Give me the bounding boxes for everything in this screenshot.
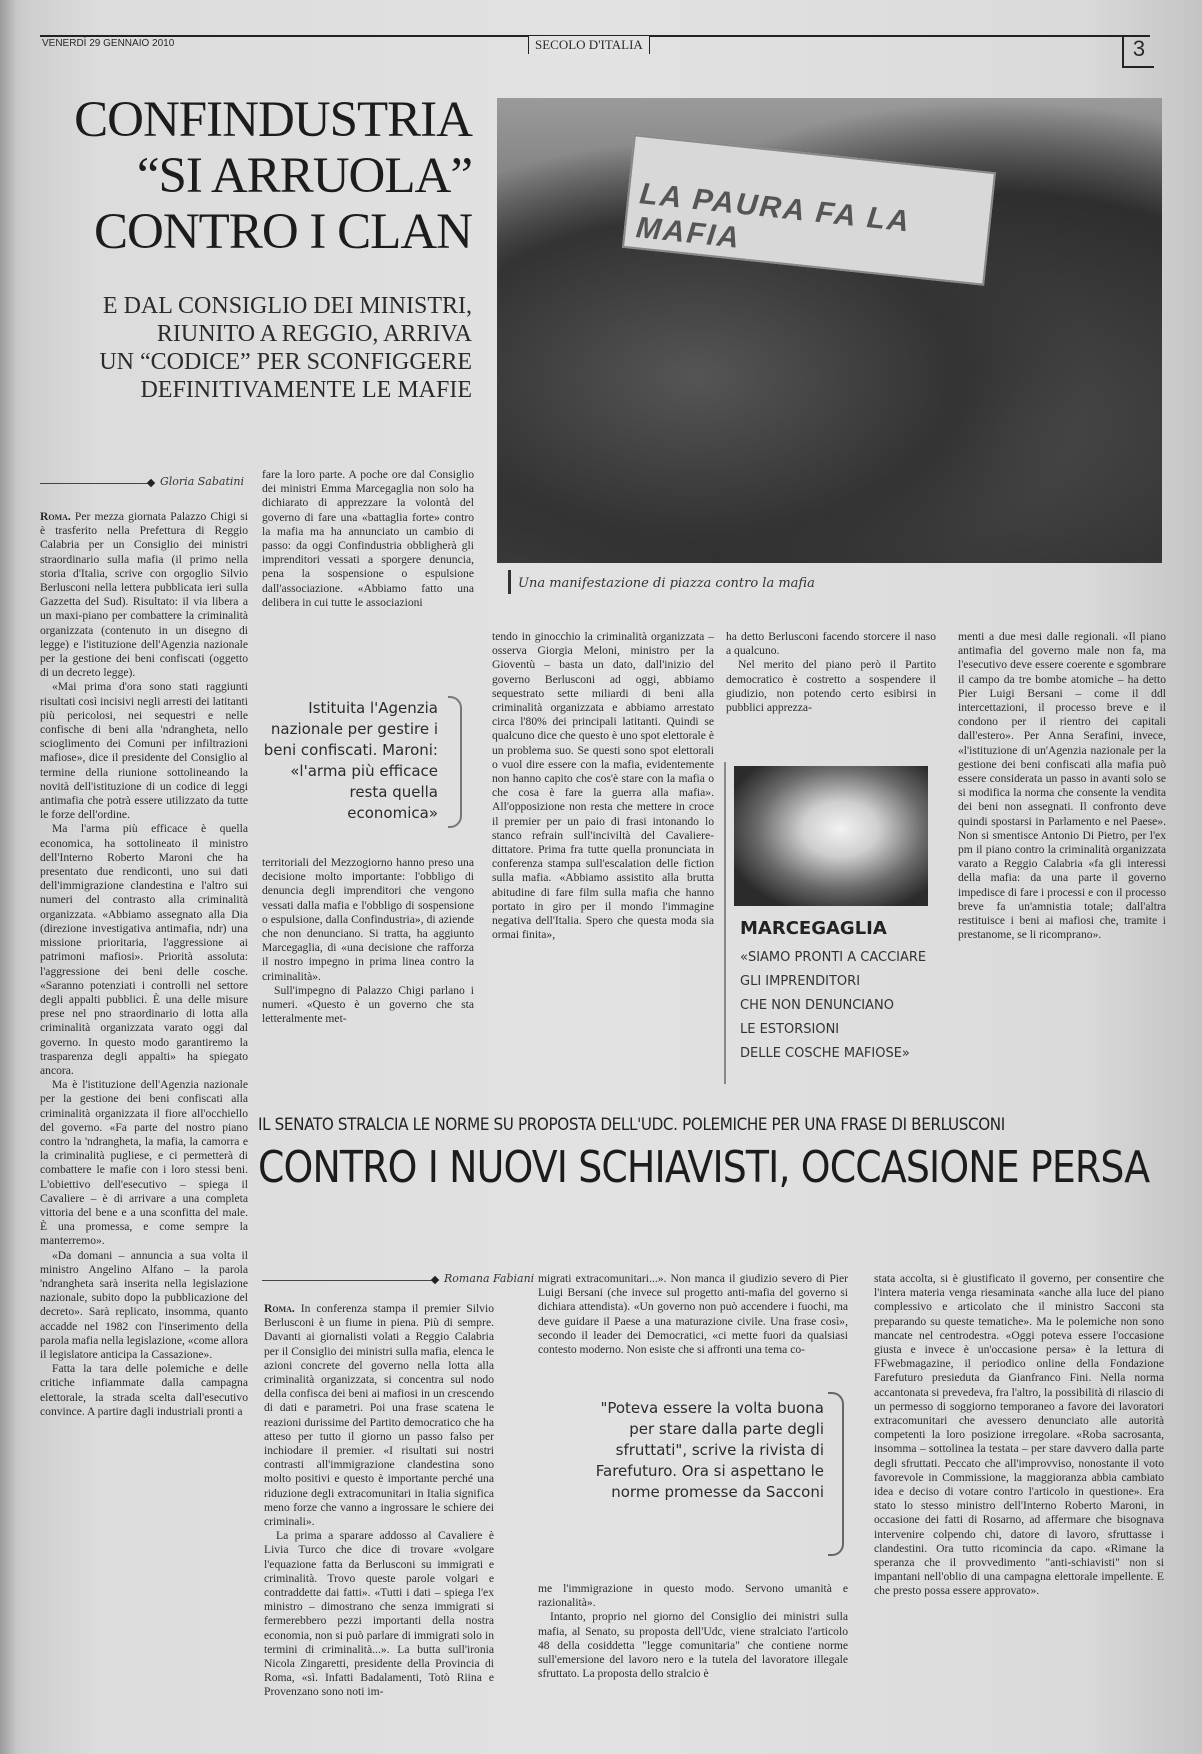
article2-column-3 [874, 1272, 1164, 1599]
caption-bar [508, 570, 511, 594]
paragraph: ha detto Berlusconi facendo storcere il naso a qualcuno. [726, 630, 936, 658]
protest-banner [622, 134, 996, 285]
subheadline-line: E DAL CONSIGLIO DEI MINISTRI, [102, 293, 472, 319]
curve-icon [828, 1392, 844, 1556]
paragraph: Nel merito del piano però il Partito democratico è costretto a sospendere il giudizio, non potendo certo esibirsi in pubblici apprezza- [726, 658, 936, 715]
quote-line: DELLE COSCHE MAFIOSE» [740, 1046, 910, 1061]
article1-column-3 [492, 630, 714, 942]
paragraph: me l'immigrazione in questo modo. Servono umanità e razionalità». [538, 1582, 848, 1610]
article1-column-5 [958, 630, 1166, 942]
article1-column-2-bottom [262, 856, 474, 1026]
paragraph: Intanto, proprio nel giorno del Consiglio dei ministri sulla mafia, al Senato, su proposta dell'Udc, viene stralciato l'articolo 48 della cosiddetta "legge comunitaria" che contiene norme sull'emersione del lavoro nero e la tutela del lavoratore illegale sfruttato. La proposta dello stralcio è [538, 1610, 848, 1681]
paragraph: «Mai prima d'ora sono stati raggiunti risultati così incisivi negli arresti dei latitanti più pericolosi, nei sequestri e nelle confische di beni alla 'ndrangheta, nello scioglimento dei Comuni per infiltrazioni mafiose», dice il presidente del Consiglio al termine della riunione sottolineando la novità dell'istituzione di un codice di leggi antimafia che potrà essere utilizzato da tutte le forze dell'ordine. [40, 680, 248, 822]
article1-column-1 [40, 510, 248, 1419]
page-number: 3 [1122, 36, 1154, 68]
article2-pull-quote: "Poteva essere la volta buona per stare dalla parte degli sfruttati", scrive la rivista di Farefuturo. Ora si aspettano le norme promesse da Sacconi [595, 1399, 824, 1501]
dateline: Roma. [40, 510, 71, 523]
box-title: MARCEGAGLIA [740, 918, 887, 939]
article2-headline: CONTRO I NUOVI SCHIAVISTI, OCCASIONE PERSA [258, 1142, 1150, 1193]
quote-line: GLI IMPRENDITORI [740, 974, 861, 989]
box-quote [740, 946, 936, 1066]
byline-rule [262, 1280, 432, 1281]
article2-kicker: IL SENATO STRALCIA LE NORME SU PROPOSTA DELL'UDC. POLEMICHE PER UNA FRASE DI BERLUSCONI [258, 1115, 1005, 1134]
headline-line: CONFINDUSTRIA [74, 92, 472, 148]
article1-column-2-top [262, 468, 474, 610]
banner-text: LA PAURA FA LA MAFIA [634, 177, 912, 255]
article1-column-4 [726, 630, 936, 715]
diamond-icon [147, 479, 155, 487]
newspaper-name: SECOLO D'ITALIA [528, 36, 650, 54]
paragraph: tendo in ginocchio la criminalità organizzata – osserva Giorgia Meloni, ministro per la Gioventù – basta un dato, dall'inizio del governo Berlusconi ad oggi, abbiamo sequestrato sette miliardi di beni alla criminalità organizzata e abbiamo arrestato circa l'80% dei principali latitanti. Quindi se qualcuno dice che questo è uno spot elettorale è un problema suo. Se questi sono spot elettorali o vuol dire essere con la mafia, evidentemente non hanno capito che cos'è stare con la mafia o che cosa è fare la guerra alla mafia». All'opposizione non resta che mettere in croce il premier per un paio di frasi intonando lo stanco refrain sull'inciviltà del Cavaliere-dittatore. Prima fra tutte quella pronunciata in conferenza stampa sull'escalation delle fiction sulla mafia. «Abbiamo assistito alla brutta abitudine di fare film sulla mafia che hanno portato in giro per il mondo l'immagine negativa dell'Italia. Spero che questa moda sia ormai finita», [492, 630, 714, 942]
headline-line: “SI ARRUOLA” [136, 148, 472, 204]
article2-byline: Romana Fabiani [444, 1272, 535, 1285]
diamond-icon [431, 1276, 439, 1284]
paragraph: migrati extracomunitari...». Non manca il giudizio severo di Pier Luigi Bersani (che invece sul progetto anti-mafia del governo si dichiara attendista). «Un governo non può accendere i fuochi, ma deve guidare il Paese a una maturazione civile. Una frase così», secondo il leader dei Democratici, «ci mette fuori da qualsiasi contesto moderno. Non esiste che si affronti una tema co- [538, 1272, 848, 1357]
header-date: VENERDÌ 29 GENNAIO 2010 [42, 38, 175, 49]
paragraph: La prima a sparare addosso al Cavaliere è Livia Turco che dice di trovare «volgare l'equazione fatta da Berlusconi su immigrati e criminalità. Trovo queste parole volgari e contraddette dai fatti». «Tutti i dati – spiega l'ex ministro – dimostrano che senza immigrati si fermerebbero pezzi importanti della nostra economia, non si può parlare di immigrati solo in termini di criminalità...». La butta sull'ironia Nicola Zingaretti, presidente della Provincia di Roma, «sì. Infatti Badalamenti, Totò Riina e Provenzano sono noti im- [264, 1529, 494, 1699]
paragraph: stata accolta, si è giustificato il governo, per consentire che l'intera materia venga riesaminata «anche alla luce del piano complessivo e articolato che il ministro Sacconi sta preparando su queste tematiche». Ma le polemiche non sono mancate nel centrodestra. «Oggi poteva essere l'occasione giusta e invece è un'occasione persa» è la lettura di FFwebmagazine, il periodico online della Fondazione Farefuturo presieduta da Gianfranco Fini. Nella norma accantonata si prevedeva, fra l'altro, la possibilità di rilascio di un permesso di soggiorno temporaneo a favore dei lavoratori extracomunitari che avessero denunciato alle autorità competenti la loro posizione irregolare. «Roba sacrosanta, insomma – sottolinea la testata – per stare davvero dalla parte degli sfruttati. Peccato che all'improvviso, nonostante il voto favorevole in Commissione, la maggioranza abbia cambiato idea e deciso di votare contro l'articolo in questione». Era stato lo stesso ministro dell'Interno Roberto Maroni, in occasione dei fatti di Rosarno, ad affermare che bisognava intervenire colpendo chi, datore di lavoro, sfruttasse i clandestini. Ora tutto ricomincia da capo. «Rimane la speranza che il provvedimento "anti-schiavisti" non si impantani nell'oblio di una campagna elettorale impellente. E che presto possa essere approvato». [874, 1272, 1164, 1598]
quote-line: LE ESTORSIONI [740, 1022, 840, 1037]
article2-column-2-top [538, 1272, 848, 1357]
paragraph: «Da domani – annuncia a sua volta il ministro Angelino Alfano – la parola 'ndrangheta sarà inserita nella legislazione nazionale, subito dopo la pubblicazione del decreto». Sarà replicato, insomma, quanto accadde nel 1982 con l'inserimento della parola mafia nella legislazione, «come allora il legislatore anticipa la Cassazione». [40, 1248, 248, 1361]
headline-line: CONTRO I CLAN [94, 204, 472, 260]
paragraph: fare la loro parte. A poche ore dal Consiglio dei ministri Emma Marcegaglia non solo ha dichiarato di apprezzare la volontà del governo di fare una «battaglia forte» contro la mafia ma ha annunciato un cambio di passo: da oggi Confindustria obbligherà gli imprenditori vessati a sporgere denuncia, pena la sospensione o espulsione dall'associazione. «Abbiamo fatto una delibera in cui tutte le associazioni [262, 468, 474, 609]
paragraph: In conferenza stampa il premier Silvio Berlusconi è un fiume in piena. Più di sempre. Davanti ai giornalisti volati a Reggio Calabria per il Consiglio dei ministri sulla mafia, elenca le azioni concrete del governo nella lotta alla criminalità organizzata, si concentra sul nodo della confisca dei beni ai mafiosi in un crescendo di dati e parametri. Poi una frase scatena le reazioni durissime del Partito democratico che ha atteso per tutto il giorno un passo falso per inchiodare il premier. «I risultati sui nostri contrasti all'immigrazione clandestina sono molto positivi e questo è importante perché una riduzione degli extracomunitari in Italia significa meno forze che vanno a ingrossare le schiere dei criminali». [264, 1302, 494, 1529]
dateline: Roma. [264, 1302, 295, 1315]
subheadline-line: DEFINITIVAMENTE LE MAFIE [140, 377, 472, 403]
byline-rule [40, 483, 150, 484]
article2-column-2-bottom [538, 1582, 848, 1681]
quote-line: «SIAMO PRONTI A CACCIARE [740, 950, 927, 965]
article1-byline: Gloria Sabatini [160, 475, 244, 488]
photo-caption: Una manifestazione di piazza contro la mafia [518, 576, 815, 591]
article1-pull-quote: Istituita l'Agenzia nazionale per gestire i beni confiscati. Maroni: «l'arma più efficace resta quella economica» [263, 699, 438, 822]
article1-headline [36, 92, 472, 260]
paragraph: territoriali del Mezzogiorno hanno preso una decisione molto importante: l'obbligo di denuncia degli imprenditori che vengono vessati dalla mafia e l'obbligo di sospensione o espulsione, dalla Confindustria», di aziende che non denunciano. Si tratta, ha aggiunto Marcegaglia, di «una decisione che rafforza il nostro impegno in prima linea contro la criminalità». [262, 856, 474, 983]
page-fold-shadow [0, 0, 28, 1754]
protest-photo [497, 98, 1162, 563]
brace-icon [448, 696, 462, 828]
paragraph: menti a due mesi dalle regionali. «Il piano antimafia del governo male non fa, ma l'esecutivo deve essere coerente e sgombrare il campo da tre bombe atomiche – ha detto Pier Luigi Bersani – come il ddl intercettazioni, il processo breve e il condono per il rientro dei capitali dall'estero». Per Anna Serafini, invece, «l'istituzione di un'Agenzia nazionale per la gestione dei beni confiscati alla mafia può essere considerata un passo in avanti solo se si modifica la norma che consente la vendita dei beni non assegnati. Il confronto deve quindi spostarsi in Parlamento e nel Paese». Non si smentisce Antonio Di Pietro, per l'ex pm il piano contro la criminalità organizzata varato a Reggio Calabria «fa gli interessi della mafia: da una parte il governo impedisce di fare i processi e con il processo breve fa un'amnistia totale; dall'altra restituisce i beni ai mafiosi che, tramite i prestanome, se li ricomprano». [958, 630, 1166, 942]
marcegaglia-photo [734, 766, 928, 906]
paragraph: Ma è l'istituzione dell'Agenzia nazionale per la gestione dei beni confiscati alla criminalità organizzata il fiore all'occhiello del governo. «Fa parte del nostro piano contro la 'ndrangheta, la mafia, la camorra e la criminalità pugliese, e ci permetterà di combattere le mafie con i loro stessi beni. L'obiettivo dell'esecutivo – spiega il Cavaliere – è di arrivare a una completa vittoria del bene e a una sconfitta del male. È una promessa, e come sempre la manterremo». [40, 1078, 248, 1248]
paragraph: Ma l'arma più efficace è quella economica, ha sottolineato il ministro dell'Interno Roberto Maroni che ha presentato due rendiconti, uno sui dati dell'immigrazione clandestina e l'altro sui numeri del contrasto alla criminalità organizzata. «Abbiamo assegnato alla Dia (direzione investigativa antimafia, ndr) una missione prioritaria, l'aggressione ai patrimoni mafiosi». Priorità assoluta: l'aggressione dei beni delle cosche. «Saranno potenziati i controlli nel settore degli appalti pubblici. È una delle misure prese nel pno straordinario di lotta alla criminalità organizzata varato oggi dal governo. In questo modo garantiremo la trasparenza degli appalti» ha spiegato ancora. [40, 822, 248, 1077]
article1-subheadline [36, 292, 472, 404]
paragraph: Fatta la tara delle polemiche e delle critiche infiammate dalla campagna elettorale, la strada scelta dall'esecutivo convince. A partire dagli industriali pronti a [40, 1362, 248, 1418]
article2-column-1 [264, 1302, 494, 1700]
marcegaglia-box [724, 762, 938, 1084]
paragraph: Sull'impegno di Palazzo Chigi parlano i numeri. «Questo è un governo che sta letteralmente met- [262, 983, 474, 1026]
paragraph: Per mezza giornata Palazzo Chigi si è trasferito nella Prefettura di Reggio Calabria per un Consiglio dei ministri straordinario sulla mafia (il primo nella storia d'Italia, scrive con orgoglio Silvio Berlusconi nella lettera pubblicata ieri sulla Gazzetta del Sud). Risultato: il via libera a un maxi-piano per combattere la criminalità organizzata (contenuto in un disegno di legge) e l'istituzione dell'Agenzia nazionale per la gestione dei beni confiscati (oggetto di un decreto legge). [40, 510, 248, 680]
quote-line: CHE NON DENUNCIANO [740, 998, 894, 1013]
subheadline-line: UN “CODICE” PER SCONFIGGERE [99, 349, 472, 375]
subheadline-line: RIUNITO A REGGIO, ARRIVA [156, 321, 472, 347]
